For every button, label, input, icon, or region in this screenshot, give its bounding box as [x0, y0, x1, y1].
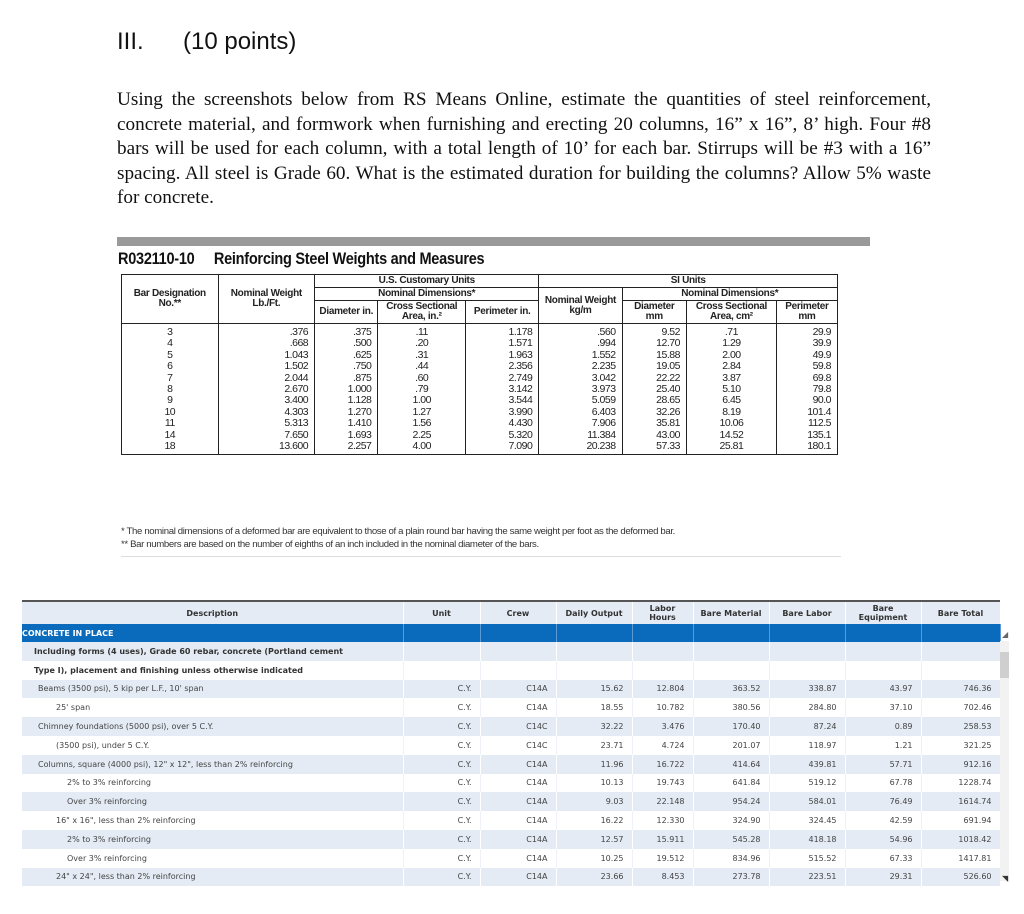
cell-si-perimeter: 79.8	[776, 384, 837, 395]
cell-labor-hours: 12.804	[632, 680, 693, 699]
cell-bare-material: 545.28	[693, 830, 769, 849]
cell-nominal-weight: 2.044	[218, 373, 315, 384]
cell-si-area: 6.45	[686, 395, 776, 406]
cell-daily-output: 15.62	[556, 680, 632, 699]
cell-unit: C.Y.	[403, 830, 480, 849]
cell-labor-hours: 19.512	[632, 849, 693, 868]
cell-daily-output: 9.03	[556, 792, 632, 811]
col-us-perimeter: Perimeter in.	[466, 301, 539, 324]
cell-si-area: 10.06	[686, 418, 776, 429]
cell-bare-equipment: 67.78	[845, 774, 921, 793]
rebar-row	[122, 361, 838, 372]
cell-nominal-weight: 1.502	[218, 361, 315, 372]
cell-bare-equipment: 29.31	[845, 868, 921, 887]
cell-bare-material: 201.07	[693, 736, 769, 755]
subheader-row[interactable]	[22, 661, 1000, 680]
cell-si-perimeter: 39.9	[776, 338, 837, 349]
cell-crew: C14C	[480, 717, 556, 736]
cell-daily-output: 32.22	[556, 717, 632, 736]
question-number: III.	[117, 28, 144, 55]
grid-header-bare-labor[interactable]: Bare Labor	[769, 602, 845, 624]
cell-crew: C14A	[480, 792, 556, 811]
cell-si-area: 1.29	[686, 338, 776, 349]
scroll-up-icon[interactable]: ◢	[1002, 630, 1009, 639]
cell-si-weight: .994	[539, 338, 622, 349]
cell-unit: C.Y.	[403, 736, 480, 755]
cell-si-perimeter: 101.4	[776, 407, 837, 418]
cell-daily-output: 12.57	[556, 830, 632, 849]
rebar-table-code: R032110-10	[118, 250, 195, 268]
cell-us-diameter: 1.693	[315, 430, 378, 441]
rebar-table-title	[118, 250, 484, 269]
grid-header-labor-hours[interactable]: Labor Hours	[632, 602, 693, 624]
cell-bar-number: 3	[122, 324, 219, 339]
cell-unit: C.Y.	[403, 774, 480, 793]
si-units-header: SI Units	[539, 275, 838, 288]
cell-daily-output: 23.66	[556, 868, 632, 887]
cell-si-diameter: 12.70	[622, 338, 686, 349]
cell-us-perimeter: 1.963	[466, 350, 539, 361]
grid-header-crew[interactable]: Crew	[480, 602, 556, 624]
cell-bare-total: 1417.81	[921, 849, 1000, 868]
cell-crew: C14A	[480, 811, 556, 830]
cell-si-weight: 6.403	[539, 407, 622, 418]
us-nominal-dims-header: Nominal Dimensions*	[315, 288, 539, 301]
cell-description: 2% to 3% reinforcing	[22, 830, 403, 849]
col-bar-designation: Bar Designation No.**	[122, 275, 219, 324]
table-header-bar	[117, 237, 870, 246]
cell-bar-number: 4	[122, 338, 219, 349]
cell-labor-hours: 10.782	[632, 698, 693, 717]
cell-description: Columns, square (4000 psi), 12" x 12", less than 2% reinforcing	[22, 755, 403, 774]
rebar-table	[121, 274, 838, 455]
cell-us-area: 1.00	[378, 395, 466, 406]
subheader-text: Including forms (4 uses), Grade 60 rebar, concrete (Portland cement	[22, 642, 403, 661]
cell-bare-material: 954.24	[693, 792, 769, 811]
cell-nominal-weight: .376	[218, 324, 315, 339]
cell-description: 2% to 3% reinforcing	[22, 774, 403, 793]
cell-nominal-weight: 2.670	[218, 384, 315, 395]
cell-description: 25' span	[22, 698, 403, 717]
grid-row[interactable]	[22, 811, 1000, 830]
cell-si-diameter: 57.33	[622, 441, 686, 455]
cell-bare-labor: 515.52	[769, 849, 845, 868]
cell-si-weight: 2.235	[539, 361, 622, 372]
cell-labor-hours: 15.911	[632, 830, 693, 849]
grid-row[interactable]	[22, 830, 1000, 849]
cell-crew: C14A	[480, 774, 556, 793]
footnote-1: * The nominal dimensions of a deformed bar are equivalent to those of a plain round bar having the same weight per foot as the deformed bar.	[121, 526, 676, 537]
cell-us-diameter: 1.000	[315, 384, 378, 395]
cell-us-perimeter: 2.749	[466, 373, 539, 384]
footnote-2: ** Bar numbers are based on the number of eighths of an inch included in the nominal diameter of the bars.	[121, 539, 539, 550]
cell-description: Over 3% reinforcing	[22, 849, 403, 868]
grid-header-bare-total[interactable]: Bare Total	[921, 602, 1000, 624]
grid-scrollbar-thumb[interactable]	[1000, 652, 1009, 678]
cell-unit: C.Y.	[403, 717, 480, 736]
cell-labor-hours: 12.330	[632, 811, 693, 830]
cell-bare-labor: 519.12	[769, 774, 845, 793]
cell-daily-output: 18.55	[556, 698, 632, 717]
cell-si-diameter: 43.00	[622, 430, 686, 441]
cell-us-perimeter: 5.320	[466, 430, 539, 441]
cell-si-perimeter: 135.1	[776, 430, 837, 441]
cell-bare-equipment: 76.49	[845, 792, 921, 811]
cell-bare-labor: 118.97	[769, 736, 845, 755]
grid-header-daily-output[interactable]: Daily Output	[556, 602, 632, 624]
rebar-row	[122, 441, 838, 455]
cell-description: 24" x 24", less than 2% reinforcing	[22, 868, 403, 887]
cell-bare-total: 746.36	[921, 680, 1000, 699]
cell-bare-material: 414.64	[693, 755, 769, 774]
col-si-diameter: Diameter mm	[622, 301, 686, 324]
cell-crew: C14A	[480, 830, 556, 849]
grid-row[interactable]	[22, 736, 1000, 755]
cell-us-diameter: .750	[315, 361, 378, 372]
grid-header-bare-equipment[interactable]: Bare Equipment	[845, 602, 921, 624]
cell-labor-hours: 19.743	[632, 774, 693, 793]
col-si-area: Cross Sectional Area, cm²	[686, 301, 776, 324]
cell-us-diameter: .875	[315, 373, 378, 384]
cell-us-perimeter: 3.544	[466, 395, 539, 406]
cell-si-area: 2.00	[686, 350, 776, 361]
cell-si-weight: 11.384	[539, 430, 622, 441]
cell-bare-equipment: 0.89	[845, 717, 921, 736]
cell-bare-material: 380.56	[693, 698, 769, 717]
cell-us-perimeter: 1.571	[466, 338, 539, 349]
cell-si-area: 14.52	[686, 430, 776, 441]
cell-us-perimeter: 3.142	[466, 384, 539, 395]
cell-bar-number: 14	[122, 430, 219, 441]
cell-si-weight: 1.552	[539, 350, 622, 361]
cell-bar-number: 18	[122, 441, 219, 455]
cell-bare-total: 691.94	[921, 811, 1000, 830]
cell-bare-material: 363.52	[693, 680, 769, 699]
cell-si-weight: 7.906	[539, 418, 622, 429]
cell-bare-material: 834.96	[693, 849, 769, 868]
question-heading	[117, 28, 296, 56]
grid-row[interactable]	[22, 792, 1000, 811]
cell-si-perimeter: 112.5	[776, 418, 837, 429]
cell-crew: C14A	[480, 698, 556, 717]
grid-row[interactable]	[22, 755, 1000, 774]
category-row[interactable]	[22, 624, 1000, 642]
cell-bar-number: 11	[122, 418, 219, 429]
cell-us-perimeter: 3.990	[466, 407, 539, 418]
rebar-row	[122, 418, 838, 429]
cell-si-diameter: 28.65	[622, 395, 686, 406]
cell-bare-material: 324.90	[693, 811, 769, 830]
col-us-diameter: Diameter in.	[315, 301, 378, 324]
cell-us-area: .60	[378, 373, 466, 384]
cell-daily-output: 23.71	[556, 736, 632, 755]
cell-si-diameter: 32.26	[622, 407, 686, 418]
cell-bare-total: 702.46	[921, 698, 1000, 717]
cell-bare-labor: 324.45	[769, 811, 845, 830]
grid-row[interactable]	[22, 717, 1000, 736]
cell-labor-hours: 4.724	[632, 736, 693, 755]
cell-us-diameter: 1.270	[315, 407, 378, 418]
cell-unit: C.Y.	[403, 755, 480, 774]
cell-bar-number: 7	[122, 373, 219, 384]
cell-bare-labor: 223.51	[769, 868, 845, 887]
cell-bar-number: 10	[122, 407, 219, 418]
cell-unit: C.Y.	[403, 698, 480, 717]
cell-si-perimeter: 180.1	[776, 441, 837, 455]
cell-nominal-weight: 4.303	[218, 407, 315, 418]
cell-us-diameter: 1.410	[315, 418, 378, 429]
cell-bare-total: 258.53	[921, 717, 1000, 736]
cell-bar-number: 9	[122, 395, 219, 406]
cell-si-perimeter: 29.9	[776, 324, 837, 339]
cell-si-area: 2.84	[686, 361, 776, 372]
cell-si-diameter: 19.05	[622, 361, 686, 372]
cell-si-weight: 20.238	[539, 441, 622, 455]
cell-bare-total: 526.60	[921, 868, 1000, 887]
cell-us-perimeter: 1.178	[466, 324, 539, 339]
cell-bare-labor: 439.81	[769, 755, 845, 774]
cell-bare-total: 1614.74	[921, 792, 1000, 811]
cell-si-perimeter: 59.8	[776, 361, 837, 372]
cell-labor-hours: 8.453	[632, 868, 693, 887]
cell-description: 16" x 16", less than 2% reinforcing	[22, 811, 403, 830]
cell-daily-output: 10.13	[556, 774, 632, 793]
cell-us-diameter: .375	[315, 324, 378, 339]
si-nominal-dims-header: Nominal Dimensions*	[622, 288, 837, 301]
grid-row[interactable]	[22, 680, 1000, 699]
cell-bare-material: 170.40	[693, 717, 769, 736]
cell-us-perimeter: 2.356	[466, 361, 539, 372]
cell-bare-labor: 284.80	[769, 698, 845, 717]
cell-nominal-weight: .668	[218, 338, 315, 349]
cell-nominal-weight: 7.650	[218, 430, 315, 441]
cell-unit: C.Y.	[403, 849, 480, 868]
cell-si-diameter: 22.22	[622, 373, 686, 384]
divider	[121, 556, 841, 557]
cell-us-diameter: .625	[315, 350, 378, 361]
cell-si-area: 25.81	[686, 441, 776, 455]
question-text: Using the screenshots below from RS Means Online, estimate the quantities of steel reinforcement, concrete material, and formwork when furnishing and erecting 20 columns, 16” x 16”, 8’ high. Four #8 bars will be used for each column, with a total length of 10’ for each bar. Stirrups will be #3 with a 16” spacing. All steel is Grade 60. What is the estimated duration for building the columns? Allow 5% waste for concrete.	[117, 89, 931, 209]
cell-bare-labor: 87.24	[769, 717, 845, 736]
cell-unit: C.Y.	[403, 680, 480, 699]
cell-crew: C14A	[480, 849, 556, 868]
cell-daily-output: 11.96	[556, 755, 632, 774]
cell-crew: C14A	[480, 680, 556, 699]
col-nominal-weight: Nominal Weight Lb./Ft.	[218, 275, 315, 324]
cell-bare-equipment: 37.10	[845, 698, 921, 717]
cell-crew: C14A	[480, 868, 556, 887]
grid-row[interactable]	[22, 849, 1000, 868]
col-us-area: Cross Sectional Area, in.²	[378, 301, 466, 324]
scroll-down-icon[interactable]: ◥	[1002, 874, 1009, 883]
cell-us-area: 2.25	[378, 430, 466, 441]
cell-description: Over 3% reinforcing	[22, 792, 403, 811]
cell-si-diameter: 9.52	[622, 324, 686, 339]
cell-description: Beams (3500 psi), 5 kip per L.F., 10' span	[22, 680, 403, 699]
cell-bare-material: 273.78	[693, 868, 769, 887]
col-si-perimeter: Perimeter mm	[776, 301, 837, 324]
col-si-weight: Nominal Weight kg/m	[539, 288, 622, 324]
cell-bare-equipment: 1.21	[845, 736, 921, 755]
cell-bare-equipment: 42.59	[845, 811, 921, 830]
subheader-text: Type I), placement and finishing unless otherwise indicated	[22, 661, 403, 680]
grid-header-unit[interactable]: Unit	[403, 602, 480, 624]
grid-row[interactable]	[22, 868, 1000, 887]
cell-si-perimeter: 49.9	[776, 350, 837, 361]
cell-us-area: .20	[378, 338, 466, 349]
cell-bare-material: 641.84	[693, 774, 769, 793]
cell-crew: C14C	[480, 736, 556, 755]
cell-unit: C.Y.	[403, 792, 480, 811]
cell-bare-labor: 418.18	[769, 830, 845, 849]
subheader-row[interactable]	[22, 642, 1000, 661]
cell-daily-output: 16.22	[556, 811, 632, 830]
cell-bare-total: 1018.42	[921, 830, 1000, 849]
rebar-table-notes	[121, 525, 675, 551]
category-label: CONCRETE IN PLACE	[22, 624, 403, 642]
cell-bare-total: 912.16	[921, 755, 1000, 774]
cell-us-perimeter: 4.430	[466, 418, 539, 429]
question-points: (10 points)	[183, 28, 297, 55]
cell-description: Chimney foundations (5000 psi), over 5 C.Y.	[22, 717, 403, 736]
cell-nominal-weight: 1.043	[218, 350, 315, 361]
cell-us-diameter: .500	[315, 338, 378, 349]
cell-si-area: .71	[686, 324, 776, 339]
cell-us-area: .11	[378, 324, 466, 339]
cell-us-diameter: 1.128	[315, 395, 378, 406]
cell-si-area: 5.10	[686, 384, 776, 395]
cell-labor-hours: 3.476	[632, 717, 693, 736]
cell-nominal-weight: 13.600	[218, 441, 315, 455]
cell-bare-equipment: 43.97	[845, 680, 921, 699]
cell-us-area: .79	[378, 384, 466, 395]
rebar-table-name: Reinforcing Steel Weights and Measures	[213, 250, 485, 268]
cell-si-diameter: 35.81	[622, 418, 686, 429]
cost-data-grid	[22, 602, 1001, 886]
rebar-row	[122, 324, 838, 339]
cell-si-area: 3.87	[686, 373, 776, 384]
cell-bar-number: 6	[122, 361, 219, 372]
cell-si-area: 8.19	[686, 407, 776, 418]
grid-row[interactable]	[22, 698, 1000, 717]
cell-bare-equipment: 67.33	[845, 849, 921, 868]
cell-us-area: 4.00	[378, 441, 466, 455]
cell-nominal-weight: 3.400	[218, 395, 315, 406]
grid-header-description[interactable]: Description	[22, 602, 403, 624]
cell-labor-hours: 22.148	[632, 792, 693, 811]
cell-description: (3500 psi), under 5 C.Y.	[22, 736, 403, 755]
cell-si-weight: 3.973	[539, 384, 622, 395]
cell-us-area: 1.27	[378, 407, 466, 418]
cell-us-area: 1.56	[378, 418, 466, 429]
cell-bare-equipment: 54.96	[845, 830, 921, 849]
cell-si-perimeter: 90.0	[776, 395, 837, 406]
cell-us-diameter: 2.257	[315, 441, 378, 455]
cell-us-perimeter: 7.090	[466, 441, 539, 455]
cell-bar-number: 5	[122, 350, 219, 361]
cell-si-weight: .560	[539, 324, 622, 339]
cell-nominal-weight: 5.313	[218, 418, 315, 429]
cell-us-area: .44	[378, 361, 466, 372]
cell-si-weight: 3.042	[539, 373, 622, 384]
cell-si-diameter: 15.88	[622, 350, 686, 361]
grid-header-bare-material[interactable]: Bare Material	[693, 602, 769, 624]
cell-bare-total: 1228.74	[921, 774, 1000, 793]
us-units-header: U.S. Customary Units	[315, 275, 539, 288]
cell-si-diameter: 25.40	[622, 384, 686, 395]
cell-labor-hours: 16.722	[632, 755, 693, 774]
grid-row[interactable]	[22, 774, 1000, 793]
cell-us-area: .31	[378, 350, 466, 361]
cell-bar-number: 8	[122, 384, 219, 395]
cell-si-perimeter: 69.8	[776, 373, 837, 384]
cell-crew: C14A	[480, 755, 556, 774]
cell-bare-labor: 584.01	[769, 792, 845, 811]
cell-bare-total: 321.25	[921, 736, 1000, 755]
cell-bare-equipment: 57.71	[845, 755, 921, 774]
cell-unit: C.Y.	[403, 868, 480, 887]
cell-bare-labor: 338.87	[769, 680, 845, 699]
cell-unit: C.Y.	[403, 811, 480, 830]
cell-si-weight: 5.059	[539, 395, 622, 406]
cell-daily-output: 10.25	[556, 849, 632, 868]
